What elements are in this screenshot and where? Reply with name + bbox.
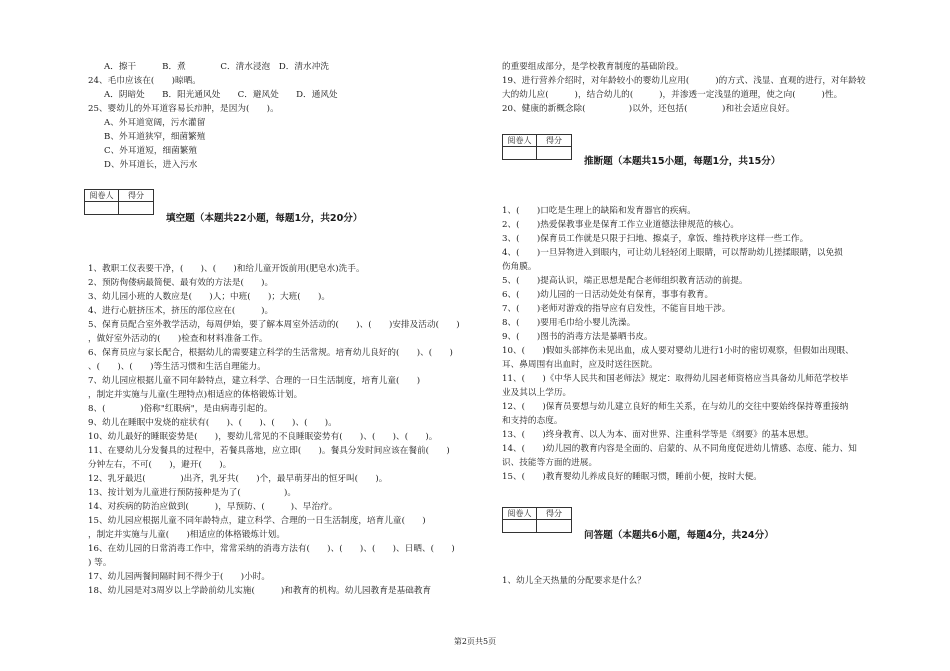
text-line: 12、乳牙最迟( )出齐，乳牙共( )个，最早萌芽出的恒牙叫( )。: [88, 474, 388, 484]
score-box-cell: [85, 202, 119, 214]
text-line: 1、( )口吃是生理上的缺陷和发育器官的疾病。: [502, 206, 696, 216]
text-line: 13、( )终身教育、以人为本、面对世界、注重科学等是《纲要》的基本思想。: [502, 430, 814, 440]
text-line: 9、( )图书的消毒方法是暴晒书皮。: [502, 332, 653, 342]
text-line: 1、幼儿全天热量的分配要求是什么？: [502, 576, 646, 586]
text-line: 14、对疾病的防治应做到( )，早预防、( )、早治疗。: [88, 502, 338, 512]
text-line: 2、预防佝偻病最简便、最有效的方法是( )。: [88, 278, 274, 288]
text-line: 耳、鼻周围有出血时，应及时送往医院。: [502, 360, 658, 370]
text-line: 9、幼儿在睡眠中发烧的症状有( )、( )、( )、( )。: [88, 418, 337, 428]
text-line: ，做好室外活动的( )检查和材料准备工作。: [88, 334, 268, 344]
text-line: ，制定并实施与儿童( )相适应的体格锻炼计划。: [88, 530, 285, 540]
score-box-cell: [119, 202, 153, 214]
score-box: [502, 507, 572, 533]
text-line: 、( )、( )等生活习惯和生活自理能力。: [88, 362, 266, 372]
text-line: A．擦干 B．煮 C．清水浸泡 D．清水冲洗: [104, 62, 329, 72]
score-box-cell: [503, 520, 537, 532]
text-line: 4、( )一旦异物进入到眼内，可让幼儿轻轻闭上眼睛，可以帮助幼儿搓揉眼睛，以免损: [502, 248, 843, 258]
text-line: 分钟左右，不可( )，避开( )。: [88, 460, 232, 470]
section-title: 填空题（本题共22小题，每题1分，共20分）: [166, 213, 363, 224]
score-box-header: 阅卷人: [85, 190, 119, 202]
text-line: 15、( )教育婴幼儿养成良好的睡眠习惯，睡前小便，按时大便。: [502, 472, 762, 482]
page-footer: 第2页共5页: [453, 637, 497, 646]
text-line: 识、技能等方面的进展。: [502, 458, 598, 468]
text-line: 24、毛巾应该在( )晾晒。: [88, 76, 201, 86]
score-box-header: 得分: [537, 508, 571, 520]
score-box-header: 阅卷人: [503, 508, 537, 520]
text-line: 16、在幼儿园的日常消毒工作中，常常采纳的消毒方法有( )、( )、( )、日晒、( ): [88, 544, 455, 554]
text-line: 6、保育员应与家长配合，根据幼儿的需要建立科学的生活常规。培育幼儿良好的( )、( ): [88, 348, 453, 358]
text-line: 13、按计划为儿童进行预防接种是为了( )。: [88, 488, 297, 498]
text-line: 20、健康的新概念除( )以外，还包括( )和社会适应良好。: [502, 104, 795, 114]
text-line: 12、( )保育员要想与幼儿建立良好的师生关系，在与幼儿的交往中要始终保持尊重接纳: [502, 402, 849, 412]
score-box: [502, 134, 572, 160]
score-box-cell: [537, 147, 571, 159]
section-title: 推断题（本题共15小题，每题1分，共15分）: [584, 156, 781, 167]
text-line: 6、( )幼儿园的一日活动处处有保育，事事有教育。: [502, 290, 714, 300]
text-line: 15、幼儿园应根据儿童不同年龄特点，建立科学、合理的一日生活制度，培育儿童( ): [88, 516, 426, 526]
score-box-cell: [537, 520, 571, 532]
text-line: 10、( )假如头部摔伤未见出血，成人要对婴幼儿进行1小时的密切观察，但假如出现眼、: [502, 346, 854, 356]
score-box-cell: [503, 147, 537, 159]
score-box-header: 得分: [119, 190, 153, 202]
section-title: 问答题（本题共6小题，每题4分，共24分）: [584, 530, 774, 541]
text-line: ，制定并实施与儿童(生理特点)相适应的体格锻炼计划。: [88, 390, 303, 400]
score-box: [84, 189, 154, 215]
score-box-header: 阅卷人: [503, 135, 537, 147]
text-line: 18、幼儿园是对3周岁以上学龄前幼儿实施( )和教育的机构。幼儿园教育是基础教育: [88, 586, 432, 596]
text-line: C、外耳道短，细菌繁殖: [104, 146, 198, 156]
text-line: 11、在婴幼儿分发餐具的过程中，若餐具落地，应立即( )。餐具分发时间应该在餐前( ): [88, 446, 450, 456]
text-line: 大的幼儿应( )，结合幼儿的( )，并渗透一定浅显的道理，使之向( )性。: [502, 90, 843, 100]
text-line: 25、婴幼儿的外耳道容易长疖肿，是因为( )。: [88, 104, 279, 114]
text-line: 和支持的态度。: [502, 416, 563, 426]
text-line: 2、( )热爱保教事业是保育工作立业道德法律规范的核心。: [502, 220, 740, 230]
text-line: 10、幼儿最好的睡眠姿势是( )，婴幼儿常见的不良睡眠姿势有( )、( )、( )。: [88, 432, 438, 442]
text-line: A、外耳道宽阔，污水灌留: [104, 118, 206, 128]
text-line: 伤角膜。: [502, 262, 537, 272]
text-line: B、外耳道狭窄，细菌繁殖: [104, 132, 206, 142]
text-line: 1、教职工仪表要干净，( )、( )和给儿童开饭前用(肥皂水)洗手。: [88, 264, 365, 274]
text-line: 11、( )《中华人民共和国老师法》规定：取得幼儿园老师资格应当具备幼儿师范学校毕: [502, 374, 849, 384]
text-line: 8、( )要用毛巾给小婴儿洗澡。: [502, 318, 636, 328]
text-line: 5、保育员配合室外教学活动，每周伊始，要了解本周室外活动的( )、( )安排及活动( ): [88, 320, 460, 330]
text-line: 的重要组成部分，是学校教育制度的基础阶段。: [502, 62, 684, 72]
text-line: D、外耳道长，进入污水: [104, 160, 198, 170]
text-line: 19、进行营养介绍时，对年龄较小的婴幼儿应用( )的方式、浅显、直观的进行，对年龄较: [502, 76, 866, 86]
text-line: 3、幼儿园小班的人数应是( )人；中班( )；大班( )。: [88, 292, 331, 302]
text-line: ) 等。: [88, 558, 112, 568]
text-line: 4、进行心脏挤压术，挤压的部位应在( )。: [88, 306, 274, 316]
text-line: 7、幼儿园应根据儿童不同年龄特点，建立科学、合理的一日生活制度，培育儿童( ): [88, 376, 421, 386]
text-line: 7、( )老师对游戏的指导应有启发性，不能盲目地干涉。: [502, 304, 731, 314]
score-box-header: 得分: [537, 135, 571, 147]
text-line: 17、幼儿园两餐间隔时间不得少于( )小时。: [88, 572, 271, 582]
text-line: 业及其以上学历。: [502, 388, 572, 398]
text-line: A．阴暗处 B．阳光通风处 C．避风处 D．通风处: [104, 90, 338, 100]
text-line: 14、( )幼儿园的教育内容是全面的、启蒙的、从不同角度促进幼儿情感、态度、能力、知: [502, 444, 857, 454]
text-line: 8、( )俗称"红眼病"，是由病毒引起的。: [88, 404, 273, 414]
text-line: 5、( )提高认识，端正思想是配合老师组织教育活动的前提。: [502, 276, 748, 286]
text-line: 3、( )保育员工作就是只限于扫地、擦桌子，拿饭、维持秩序这样一些工作。: [502, 234, 809, 244]
